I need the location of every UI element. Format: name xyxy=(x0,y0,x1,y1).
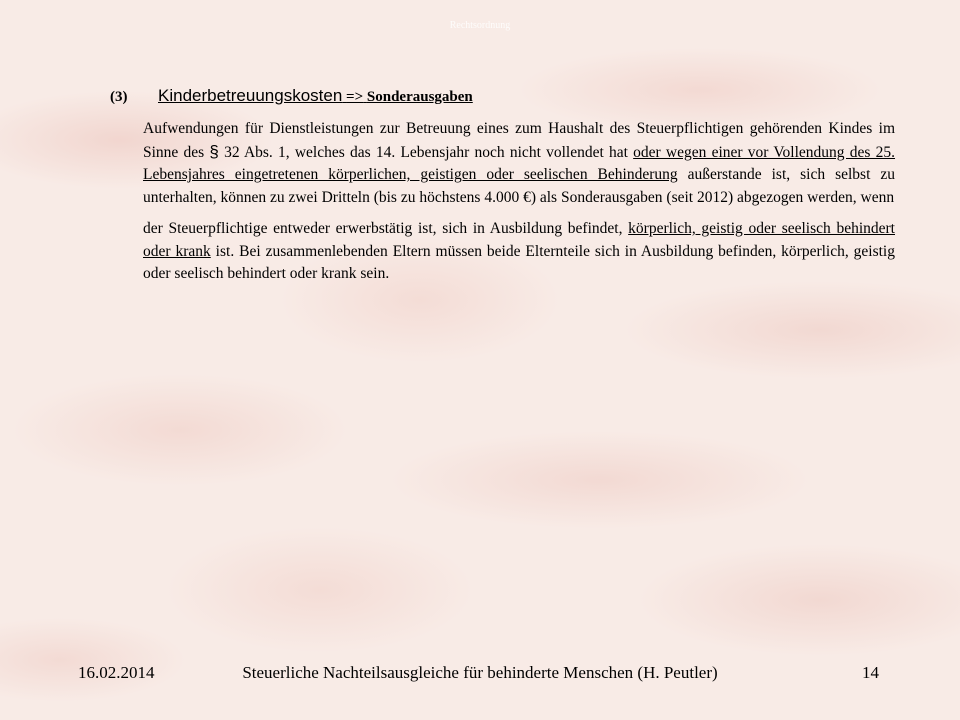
paragraph-2-part2: ist. Bei zusammenlebenden Eltern müssen beide Elternteile sich in Ausbildung befinden, körperlich, geistig oder seelisch behindert oder krank sein. xyxy=(143,242,895,283)
slide-content xyxy=(110,86,895,286)
section-keyword: Kinderbetreuungskosten xyxy=(158,86,343,105)
paragraph-2 xyxy=(143,218,895,286)
paragraph-1 xyxy=(143,118,895,210)
section-heading xyxy=(110,86,895,106)
paragraph-1-part3: außerstande ist, sich selbst zu unterhalten, können zu zwei Dritteln (bis zu höchstens 4.000 €) als Sonderausgaben (seit 2012) abgezogen werden, wenn xyxy=(143,166,895,207)
paragraph-2-underlined: körperlich, geistig oder seelisch behindert oder krank xyxy=(143,219,895,260)
section-arrow-wrap xyxy=(342,89,472,105)
paragraph-1-part2: 32 Abs. 1, welches das 14. Lebensjahr noch nicht vollendet hat xyxy=(218,143,628,161)
section-number: (3) xyxy=(110,89,128,105)
footer-date: 16.02.2014 xyxy=(78,663,155,682)
slide-footer xyxy=(0,663,960,687)
paragraph-1-part1: Aufwendungen für Dienstleistungen zur Betreuung eines zum Haushalt des Steuerpflichtigen gehörenden Kindes im Sinne des xyxy=(143,120,895,161)
footer-title: Steuerliche Nachteilsausgleiche für behinderte Menschen (H. Peutler) xyxy=(242,663,718,682)
section-arrow: => xyxy=(346,89,364,105)
paragraph-1-underlined: oder wegen einer vor Vollendung des 25. Lebensjahres eingetretenen körperlichen, geistigen oder seelischen Behinderung xyxy=(143,143,896,184)
section-sign: § xyxy=(209,141,219,161)
paragraph-2-part1: der Steuerpflichtige entweder erwerbstätig ist, sich in Ausbildung befindet, xyxy=(143,219,629,237)
section-category: Sonderausgaben xyxy=(366,89,473,105)
footer-page-number: 14 xyxy=(862,663,879,682)
slide-header: Rechtsordnung xyxy=(449,20,511,31)
